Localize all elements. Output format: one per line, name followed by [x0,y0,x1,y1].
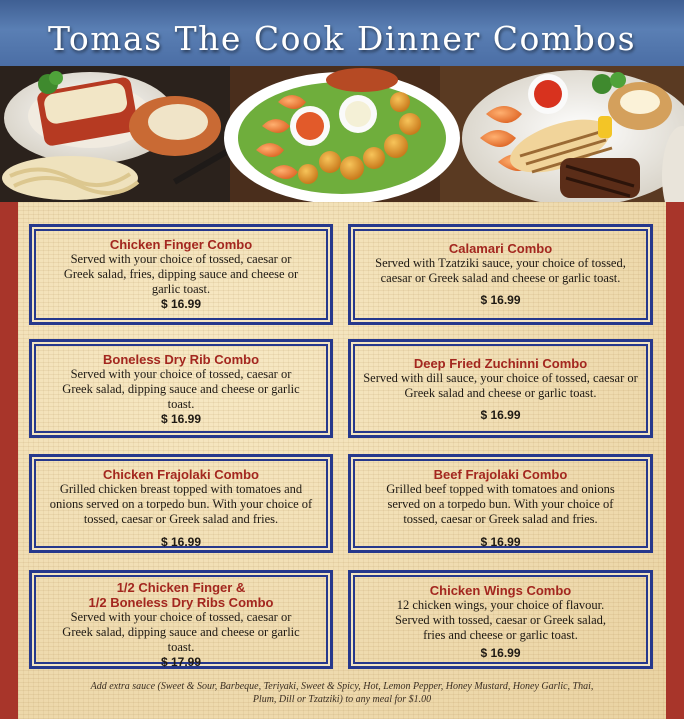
combo-title: Chicken Wings Combo [429,583,572,598]
combo-card-beef-frajolaki [348,454,653,553]
combo-price: $ 16.99 [480,646,521,660]
combo-price: $ 16.99 [160,535,202,549]
combo-description: Grilled beef topped with tomatoes and onions served on a torpedo bun. With your choice of tossed, caesar or Greek salad and fries. [386,482,615,526]
combo-title: Deep Fried Zuchinni Combo [413,356,588,371]
combo-description: Grilled chicken breast topped with tomatoes and onions served on a torpedo bun. With your choice of tossed, caesar or Greek salad and fries. [49,482,313,526]
combo-description: 12 chicken wings, your choice of flavour. Served with tossed, caesar or Greek salad, fries and cheese or garlic toast. [394,598,607,642]
header-banner [0,0,684,66]
combo-price: $ 16.99 [480,535,521,549]
combo-card-chicken-frajolaki [29,454,333,553]
combo-description: Served with your choice of tossed, caesar or Greek salad, dipping sauce and cheese or garlic toast. [62,367,300,411]
combo-price: $ 16.99 [480,408,521,422]
combo-title: 1/2 Chicken Finger & 1/2 Boneless Dry Ribs Combo [88,580,274,610]
left-border-strip [0,202,18,719]
combo-title: Beef Frajolaki Combo [433,467,568,482]
combo-description: Served with your choice of tossed, caesar or Greek salad, fries, dipping sauce and cheese or garlic toast. [63,252,299,296]
combo-description: Served with your choice of tossed, caesar or Greek salad, dipping sauce and cheese or garlic toast. [62,610,300,654]
combo-title: Calamari Combo [448,241,553,256]
combo-price: $ 16.99 [160,412,202,426]
combo-card-calamari [348,224,653,325]
extra-sauce-note: Add extra sauce (Sweet & Sour, Barbeque, Teriyaki, Sweet & Spicy, Hot, Lemon Pepper, Honey Mustard, Honey Garlic, Thai, Plum, Dill or Tzatziki) to any meal for $1.00 [90,681,594,705]
combo-title: Chicken Frajolaki Combo [102,467,260,482]
right-border-strip [666,202,684,719]
combo-card-boneless-dry-rib [29,339,333,438]
combo-title: Boneless Dry Rib Combo [102,352,260,367]
combo-price: $ 16.99 [160,297,202,311]
combo-card-half-chicken-finger-half-dry-ribs [29,570,333,669]
combo-title: Chicken Finger Combo [109,237,253,252]
combo-card-chicken-wings [348,570,653,669]
combo-description: Served with Tzatziki sauce, your choice of tossed, caesar or Greek salad and cheese or garlic toast. [375,256,626,285]
combo-description: Served with dill sauce, your choice of tossed, caesar or Greek salad and cheese or garlic toast. [363,371,638,400]
combo-price: $ 17.99 [160,655,202,669]
combo-card-deep-fried-zuchinni [348,339,653,438]
combo-card-chicken-finger [29,224,333,325]
page-title: Tomas The Cook Dinner Combos [47,19,637,58]
combo-price: $ 16.99 [480,293,521,307]
food-photos-illustration [0,66,684,202]
food-photo-strip [0,66,684,202]
